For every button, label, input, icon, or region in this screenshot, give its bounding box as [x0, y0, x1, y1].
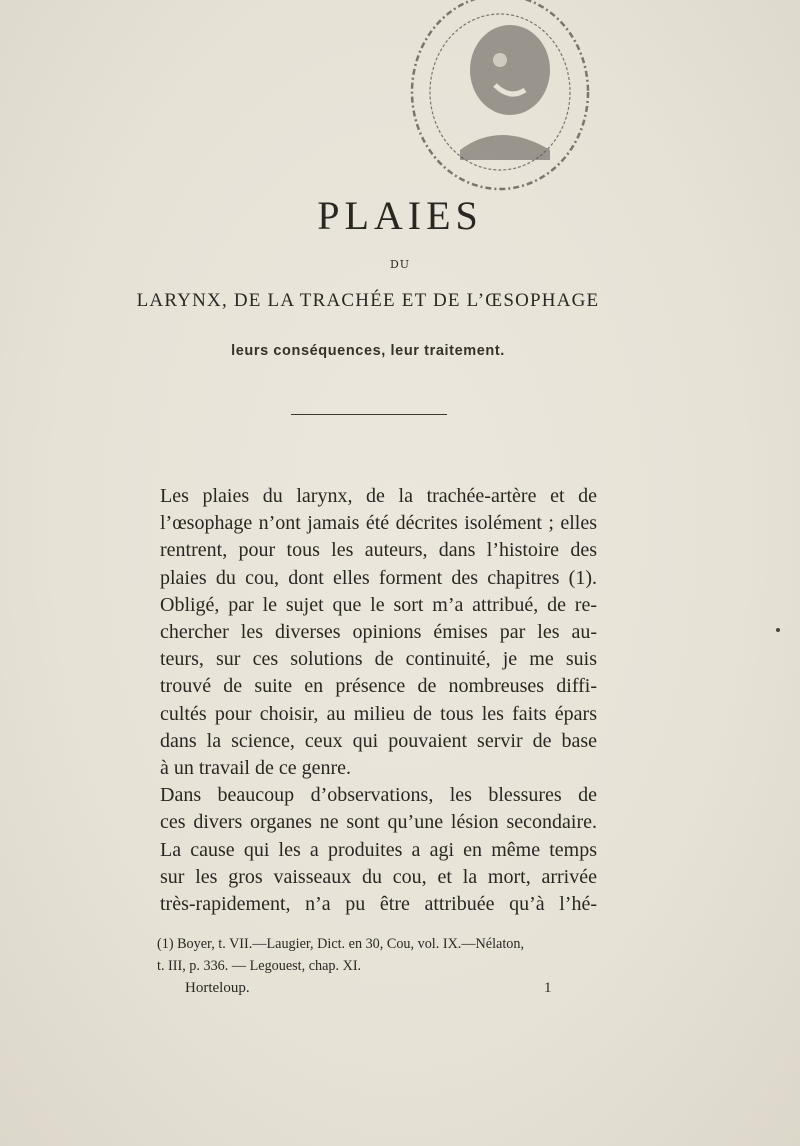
- body-text: [160, 483, 597, 918]
- text-line: sur les gros vaisseaux du cou, et la mort, arrivée: [160, 865, 597, 888]
- text-line: chercher les diverses opinions émises par les au-: [160, 621, 597, 644]
- text-line: dans la science, ceux qui pouvaient servir de base: [160, 729, 597, 752]
- text-line: à un travail de ce genre.: [160, 757, 352, 780]
- text-line: La cause qui les a produites a agi en même temps: [160, 838, 597, 861]
- paragraph: [160, 782, 597, 918]
- footnote-line: (1) Boyer, t. VII.—Laugier, Dict. en 30, Cou, vol. IX.—Nélaton,: [157, 936, 525, 952]
- title-connector: DU: [389, 258, 411, 271]
- paragraph: [160, 483, 597, 782]
- footnote-line: t. III, p. 336. — Legouest, chap. XI.: [157, 958, 362, 974]
- footnote: [157, 933, 597, 977]
- text-line: Obligé, par le sujet que le sort m’a attribué, de re-: [160, 593, 597, 616]
- page-subtitle: LARYNX, DE LA TRACHÉE ET DE L’ŒSOPHAGE: [136, 290, 600, 311]
- page-number: 1: [544, 980, 552, 996]
- author-signature: Horteloup.: [185, 980, 250, 996]
- text-line: Dans beaucoup d’observations, les blessures de: [160, 784, 597, 807]
- page-subtitle-secondary: leurs conséquences, leur traitement.: [231, 343, 505, 359]
- paper-speck: [776, 628, 780, 632]
- text-line: teurs, sur ces solutions de continuité, je me suis: [160, 648, 597, 671]
- text-line: Les plaies du larynx, de la trachée-artère et de: [160, 485, 597, 507]
- section-divider: [291, 414, 447, 415]
- text-line: plaies du cou, dont elles forment des chapitres (1).: [160, 566, 597, 589]
- text-line: très-rapidement, n’a pu être attribuée qu’à l’hé-: [160, 893, 597, 916]
- text-line: rentrent, pour tous les auteurs, dans l’histoire des: [160, 539, 597, 562]
- library-stamp-icon: [400, 0, 600, 205]
- page-title: PLAIES: [317, 193, 483, 238]
- text-line: ces divers organes ne sont qu’une lésion secondaire.: [160, 811, 597, 834]
- text-line: trouvé de suite en présence de nombreuses diffi-: [160, 675, 597, 698]
- text-line: l’œsophage n’ont jamais été décrites isolément ; elles: [160, 512, 597, 535]
- text-line: cultés pour choisir, au milieu de tous les faits épars: [160, 702, 597, 725]
